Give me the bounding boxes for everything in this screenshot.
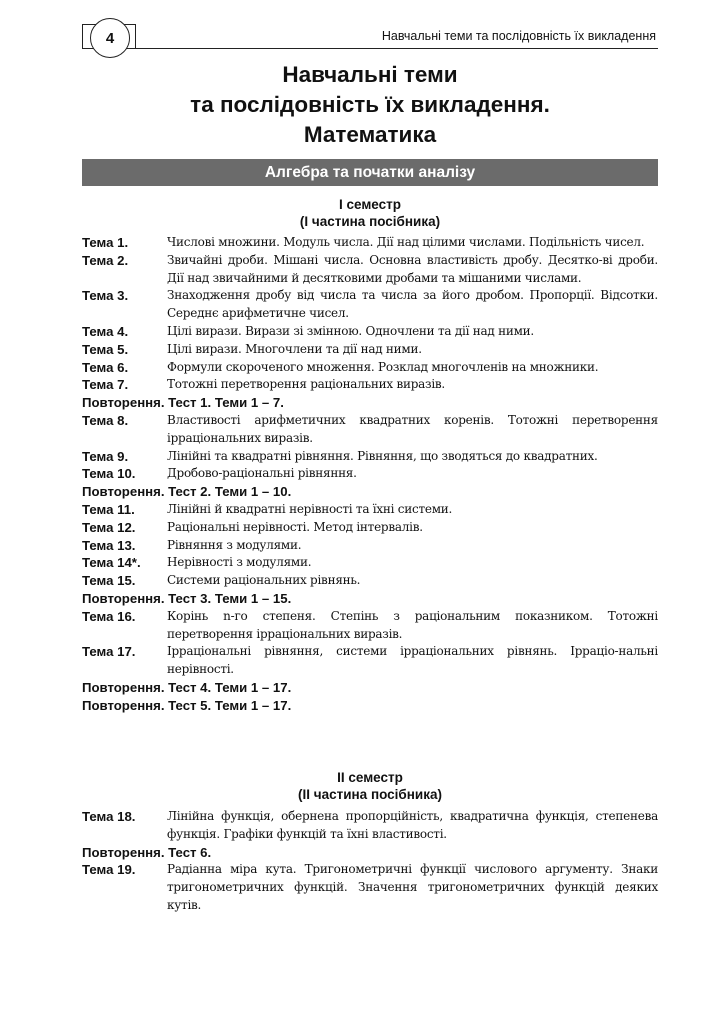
- topic-text: Цілі вирази. Многочлени та дії над ними.: [167, 341, 422, 356]
- topic-text: Корінь n-го степеня. Степінь з раціональним показником. Тотожні перетворення ірраціональних виразів.: [167, 608, 658, 641]
- topic-text: Числові множини. Модуль числа. Дії над цілими числами. Подільність чисел.: [167, 235, 645, 249]
- topic-label: Тема 10.: [82, 466, 136, 482]
- topic-text: Формули скороченого множення. Розклад многочленів на множники.: [167, 359, 599, 374]
- section-heading: Алгебра та початки аналізу: [82, 159, 658, 186]
- topic-label: Тема 5.: [82, 341, 129, 357]
- topic-text: Ірраціональні рівняння, системи ірраціональних рівнянь. Ірраціо-нальні нерівності.: [167, 644, 658, 677]
- topic-row: [82, 519, 658, 537]
- semester-1-heading: [82, 196, 658, 230]
- topic-text: Нерівності з модулями.: [167, 555, 312, 570]
- topic-label: Тема 4.: [82, 323, 129, 339]
- running-title: Навчальні теми та послідовність їх викладення: [381, 29, 656, 43]
- topic-text: Знаходження дробу від числа та числа за його дробом. Пропорції. Відсотки. Середнє арифметичне чисел.: [167, 288, 658, 321]
- topic-text: Системи раціональних рівнянь.: [167, 573, 361, 588]
- review-test-label: Повторення. Тест 2. Теми 1 – 10.: [82, 484, 292, 500]
- topic-label: Тема 15.: [82, 573, 136, 589]
- semester-1-topic-list: [82, 234, 658, 715]
- semester-2-heading: [82, 769, 658, 803]
- topic-row: [82, 608, 658, 644]
- semester-2-subtitle: (ІІ частина посібника): [298, 787, 442, 802]
- topic-label: Тема 6.: [82, 359, 129, 375]
- review-test-label: Повторення. Тест 6.: [82, 844, 212, 860]
- topic-row: [82, 234, 658, 252]
- topic-row: [82, 808, 658, 844]
- topic-label: Тема 11.: [82, 501, 135, 517]
- topic-text: Раціональні нерівності. Метод інтервалів.: [167, 519, 423, 534]
- review-test-label: Повторення. Тест 1. Теми 1 – 7.: [82, 395, 284, 411]
- topic-text: Цілі вирази. Вирази зі змінною. Одночлени та дії над ними.: [167, 323, 534, 338]
- review-test-row: [82, 697, 658, 715]
- topic-text: Лінійні й квадратні нерівності та їхні системи.: [167, 501, 453, 516]
- topic-row: [82, 287, 658, 323]
- topic-label: Тема 9.: [82, 448, 129, 464]
- title-line-3: Математика: [303, 122, 437, 147]
- topic-label: Тема 8.: [82, 412, 129, 428]
- review-test-row: [82, 590, 658, 608]
- topic-label: Тема 19.: [82, 862, 136, 878]
- topic-label: Тема 2.: [82, 252, 129, 268]
- topic-label: Тема 18.: [82, 809, 136, 824]
- topic-row: [82, 448, 658, 466]
- topic-label: Тема 17.: [82, 644, 136, 660]
- review-test-label: Повторення. Тест 4. Теми 1 – 17.: [82, 679, 292, 695]
- page-title: [82, 60, 658, 150]
- topic-text: Рівняння з модулями.: [167, 537, 302, 552]
- topic-row: [82, 376, 658, 394]
- title-line-1: Навчальні теми: [282, 62, 458, 87]
- topic-label: Тема 14*.: [82, 555, 141, 571]
- page-header: [82, 18, 658, 52]
- topic-text: Лінійні та квадратні рівняння. Рівняння, що зводяться до квадратних.: [167, 448, 598, 463]
- review-test-row: [82, 844, 658, 862]
- review-test-row: [82, 394, 658, 412]
- semester-2-title: ІІ семестр: [337, 770, 403, 785]
- topic-text: Тотожні перетворення раціональних виразів.: [167, 377, 445, 392]
- topic-row: [82, 537, 658, 555]
- semester-2-topic-list: [82, 808, 658, 915]
- topic-row: [82, 861, 658, 914]
- topic-row: [82, 465, 658, 483]
- semester-1-title: І семестр: [338, 197, 402, 212]
- topic-row: [82, 412, 658, 448]
- topic-row: [82, 341, 658, 359]
- topic-label: Тема 16.: [82, 608, 136, 624]
- topic-text: Звичайні дроби. Мішані числа. Основна властивість дробу. Десятко-ві дроби. Дії над звичайними й десятковими дробами та мішаними числами.: [167, 252, 658, 285]
- semester-1-subtitle: (І частина посібника): [299, 214, 441, 229]
- review-test-row: [82, 483, 658, 501]
- title-line-2: та послідовність їх викладення.: [190, 92, 550, 117]
- page-number: 4: [90, 18, 130, 58]
- header-rule: [82, 48, 658, 49]
- topic-text: Властивості арифметичних квадратних коренів. Тотожні перетворення ірраціональних виразів.: [167, 412, 658, 445]
- topic-label: Тема 13.: [82, 537, 136, 553]
- topic-row: [82, 501, 658, 519]
- topic-row: [82, 323, 658, 341]
- topic-label: Тема 1.: [82, 235, 129, 250]
- topic-label: Тема 3.: [82, 288, 129, 304]
- topic-label: Тема 7.: [82, 377, 129, 393]
- topic-row: [82, 572, 658, 590]
- topic-text: Дробово-раціональні рівняння.: [167, 466, 357, 481]
- topic-row: [82, 554, 658, 572]
- topic-row: [82, 643, 658, 679]
- topic-row: [82, 252, 658, 288]
- topic-label: Тема 12.: [82, 519, 136, 535]
- topic-text: Радіанна міра кута. Тригонометричні функції числового аргументу. Знаки тригонометричних функцій. Значення тригонометричних функцій деяких кутів.: [167, 862, 658, 912]
- topic-text: Лінійна функція, обернена пропорційність, квадратична функція, степенева функція. Графіки функцій та їхні властивості.: [167, 809, 658, 841]
- review-test-row: [82, 679, 658, 697]
- review-test-label: Повторення. Тест 3. Теми 1 – 15.: [82, 590, 292, 606]
- review-test-label: Повторення. Тест 5. Теми 1 – 17.: [82, 697, 292, 713]
- topic-row: [82, 359, 658, 377]
